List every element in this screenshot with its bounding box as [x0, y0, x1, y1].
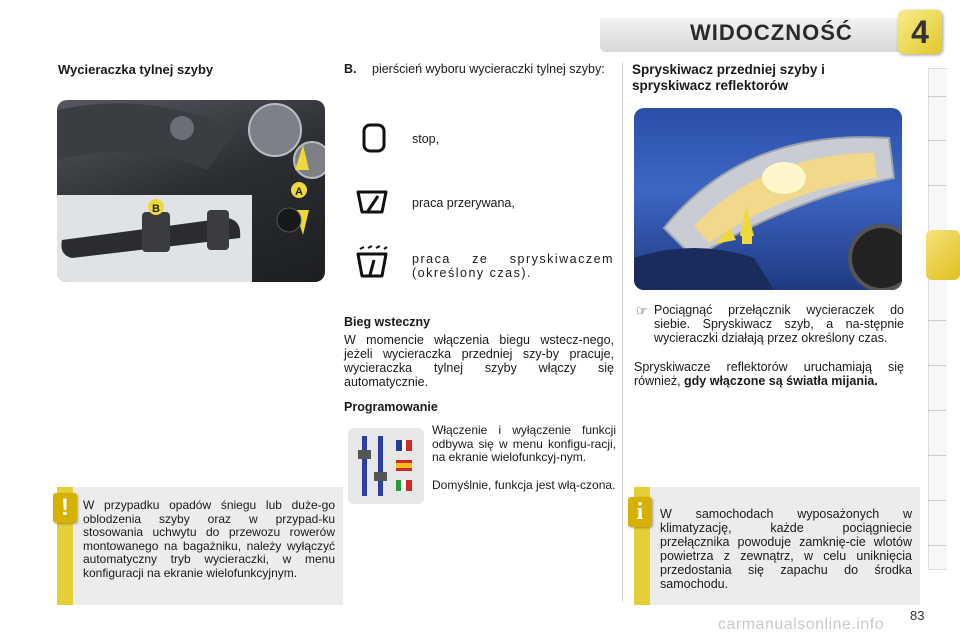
label-b-text: B: [152, 203, 160, 215]
tab-divider: [928, 545, 946, 546]
b-label: B.: [344, 62, 357, 76]
watermark: carmanualsonline.info: [718, 616, 885, 633]
option-washer-label: praca ze spryskiwaczem (określony czas).: [412, 252, 614, 280]
bullet-hand-icon: ☞: [636, 303, 648, 318]
chapter-tab-active[interactable]: [926, 230, 960, 280]
headlamp-bulb-icon: [762, 162, 806, 194]
steering-logo-icon: [170, 116, 194, 140]
chapter-badge: 4: [898, 10, 942, 54]
washer-nozzle-icon: [742, 236, 752, 244]
rear-wiper-washer-icon: [354, 244, 390, 280]
steering-stalk-photo: [57, 100, 325, 282]
rear-wiper-stop-icon: [356, 120, 392, 156]
washer-title: Spryskiwacz przedniej szyby i spryskiwacz reflektorów: [632, 62, 825, 93]
tab-divider: [928, 410, 946, 411]
tab-divider: [928, 96, 946, 97]
steering-stalk-illustration: [57, 100, 325, 282]
headlamp-washer-text-pre: Spryskiwacze reflektorów uruchamiają się również,: [634, 360, 904, 388]
warning-icon: !: [53, 493, 77, 523]
warning-text: W przypadku opadów śniegu lub duże-go oblodzenia szyby oraz w przypad-ku stosowania uchwytu do przewozu rowerów montowanego na bagażniku, należy wyłączyć automatyczny tryb wycieraczki, w menu konfiguracji na ekranie wielofunkcyjnym.: [83, 498, 335, 580]
multifunction-settings-icon: [348, 428, 424, 504]
gauge-icon: [249, 104, 301, 156]
option-stop-label: stop,: [412, 132, 440, 146]
programming-text-2: Domyślnie, funkcja jest włą-czona.: [432, 478, 616, 492]
steering-wheel-shape: [57, 103, 237, 170]
rear-wiper-title: Wycieraczka tylnej szyby: [58, 62, 214, 77]
option-intermittent-label: praca przerywana,: [412, 196, 515, 210]
programming-text-1: Włączenie i wyłączenie funkcji odbywa się w menu konfigu-racji, na ekranie wielofunkcyj-nym.: [432, 423, 616, 464]
tab-divider: [928, 185, 946, 186]
headlamp-photo: [634, 108, 902, 290]
washer-instruction-text: Pociągnąć przełącznik wycieraczek do siebie. Spryskiwacz szyb, a na-stępnie wycieraczki działają przez określony czas.: [654, 303, 904, 345]
programming-title: Programowanie: [344, 400, 438, 414]
info-box: [634, 487, 920, 605]
reverse-gear-text: W momencie włączenia biegu wstecz-nego, jeżeli wycieraczka przedniej szy-by pracuje, wycieraczka tylnej szyby włączy się automatycznie.: [344, 333, 614, 389]
tab-divider: [928, 500, 946, 501]
headlamp-washer-text-bold: gdy włączone są światła mijania.: [684, 374, 878, 388]
page-number: 83: [910, 608, 925, 623]
tab-divider: [928, 140, 946, 141]
headlamp-washer-text: [634, 360, 904, 388]
tab-divider: [928, 320, 946, 321]
b-description: pierścień wyboru wycieraczki tylnej szyby:: [372, 62, 605, 76]
tab-divider: [928, 365, 946, 366]
page-title: WIDOCZNOŚĆ: [690, 20, 853, 45]
info-text: W samochodach wyposażonych w klimatyzację, każde pociągniecie przełącznika powoduje zamknię-cie wlotów powietrza z zewnątrz, w celu uniknięcia przedostania się zapachu do środka samochodu.: [660, 507, 912, 591]
column-divider: [622, 62, 623, 602]
reverse-gear-title: Bieg wsteczny: [344, 315, 431, 329]
tab-divider: [928, 455, 946, 456]
stalk-ring-end: [207, 210, 229, 250]
info-icon: i: [628, 497, 652, 527]
label-a-text: A: [295, 186, 303, 198]
wheel-icon: [850, 226, 902, 290]
chapter-tab-strip: [928, 68, 947, 570]
stalk-ring-b: [142, 212, 170, 252]
headlamp-illustration: [634, 108, 902, 290]
bumper-shape: [634, 248, 774, 290]
warning-box: [57, 487, 343, 605]
rear-wiper-intermittent-icon: [354, 184, 390, 220]
ignition-icon: [277, 208, 301, 232]
